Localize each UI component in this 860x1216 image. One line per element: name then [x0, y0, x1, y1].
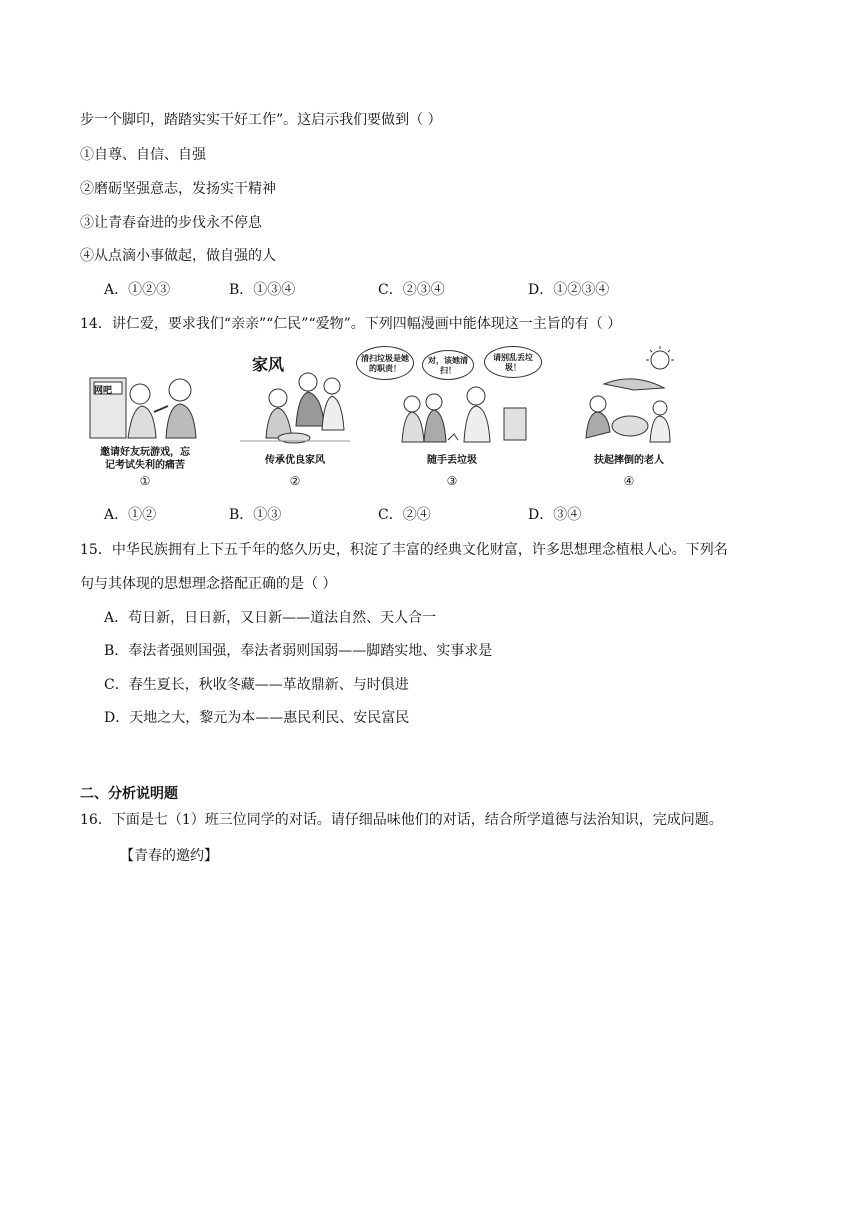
comic-1-sign: 网吧 — [94, 386, 113, 396]
comic-panel-3 — [352, 346, 552, 494]
q14-comics — [80, 346, 700, 494]
comic-3-caption: 随手丢垃圾 — [427, 455, 477, 466]
comic-1-caption-2: 记考试失利的痛苦 — [105, 460, 185, 471]
comic-panel-1 — [80, 346, 210, 494]
comic-4-number: ④ — [623, 474, 635, 488]
q13-option-d[interactable]: D．①②③④ — [528, 282, 610, 298]
q13-options — [104, 280, 724, 300]
q15-option-d[interactable]: D．天地之大，黎元为本——惠民利民、安民富民 — [104, 710, 410, 726]
q16-stem: 16．下面是七（1）班三位同学的对话。请仔细品味他们的对话，结合所学道德与法治知识，完成问题。 — [80, 812, 723, 828]
comic-1-caption-1: 邀请好友玩游戏，忘 — [100, 447, 190, 458]
comic-3-bubble-1: 清扫垃圾是她的职责！ — [356, 346, 414, 380]
comic-3-number: ③ — [446, 474, 458, 488]
q13-option-c[interactable]: C．②③④ — [378, 282, 445, 298]
q15-stem-line-1: 15．中华民族拥有上下五千年的悠久历史，积淀了丰富的经典文化财富，许多思想理念植根人心。下列名 — [80, 542, 728, 558]
comic-3-bubble-3: 请别乱丢垃圾！ — [484, 346, 542, 378]
q14-options — [104, 505, 724, 525]
comic-4-caption: 扶起摔倒的老人 — [594, 455, 664, 466]
q13-item-3: ③让青春奋进的步伐永不停息 — [80, 215, 262, 231]
q13-item-1: ①自尊、自信、自强 — [80, 147, 206, 163]
q14-option-d[interactable]: D．③④ — [528, 507, 582, 523]
gaming-friends-comic-icon — [80, 346, 210, 446]
q14-option-a[interactable]: A．①② — [104, 507, 157, 523]
q15-option-c[interactable]: C．春生夏长，秋收冬藏——革故鼎新、与时俱进 — [104, 677, 409, 693]
q14-option-c[interactable]: C．②④ — [378, 507, 431, 523]
q13-item-4: ④从点滴小事做起，做自强的人 — [80, 248, 276, 264]
family-tradition-comic-icon — [230, 346, 360, 446]
q13-stem-tail: 步一个脚印，踏踏实实干好工作”。这启示我们要做到（ ） — [80, 112, 442, 128]
q15-stem-line-2: 句与其体现的思想理念搭配正确的是（ ） — [80, 576, 337, 592]
q14-stem: 14．讲仁爱，要求我们“亲亲”“仁民”“爱物”。下列四幅漫画中能体现这一主旨的有（ ） — [80, 316, 622, 332]
q13-item-2: ②磨砺坚强意志，发扬实干精神 — [80, 181, 276, 197]
comic-panel-2 — [230, 346, 360, 494]
section-2-heading: 二、分析说明题 — [80, 786, 178, 802]
comic-1-number: ① — [139, 474, 151, 488]
q15-option-a[interactable]: A．苟日新，日日新，又日新——道法自然、天人合一 — [104, 610, 437, 626]
q15-option-b[interactable]: B．奉法者强则国强，奉法者弱则国弱——脚踏实地、实事求是 — [104, 643, 493, 659]
help-elderly-comic-icon — [564, 346, 694, 446]
comic-2-caption: 传承优良家风 — [265, 455, 325, 466]
comic-panel-4 — [564, 346, 694, 494]
q13-option-a[interactable]: A．①②③ — [104, 282, 171, 298]
comic-2-sign: 家风 — [252, 355, 285, 374]
comic-2-number: ② — [289, 474, 301, 488]
q13-option-b[interactable]: B．①③④ — [229, 282, 296, 298]
q14-option-b[interactable]: B．①③ — [229, 507, 282, 523]
comic-3-bubble-2: 对，该她清扫！ — [422, 350, 474, 380]
q16-tag: 【青春的邀约】 — [120, 848, 218, 864]
